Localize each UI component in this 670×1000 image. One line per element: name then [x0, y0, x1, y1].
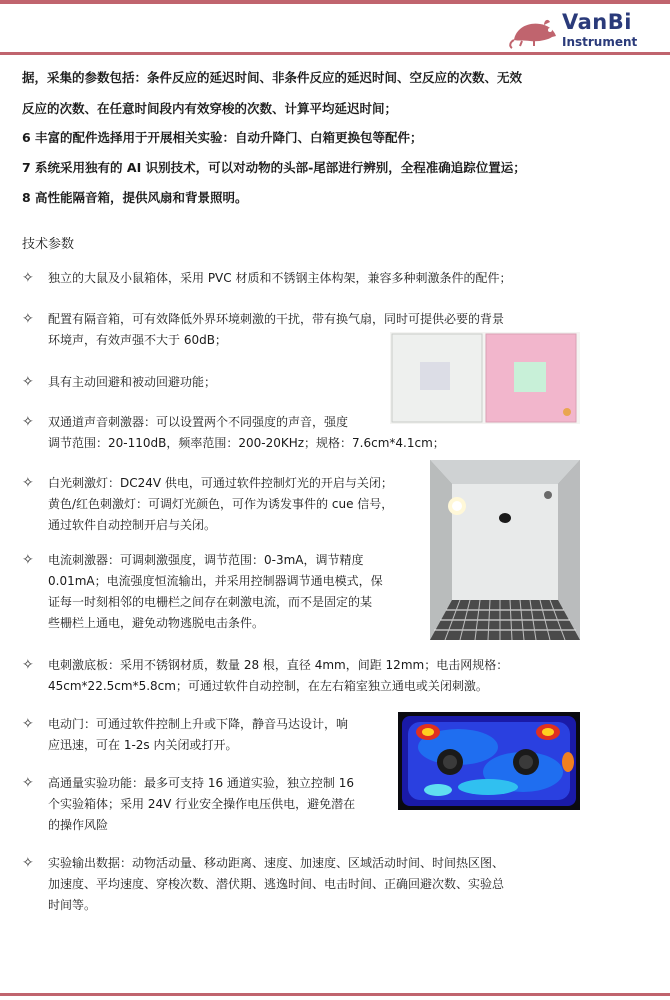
bullet-icon: ✧: [22, 716, 34, 732]
param-item: 双通道声音刺激器：可以设置两个不同强度的声音，强度 调节范围：20-110dB，频率范围：200-20KHz；规格：7.6cm*4.1cm；: [48, 415, 445, 450]
param-item: 独立的大鼠及小鼠箱体，采用 PVC 材质和不锈钢主体构架，兼容多种刺激条件的配件；: [48, 271, 512, 285]
feature-line: 据，采集的参数包括：条件反应的延迟时间、非条件反应的延迟时间、空反应的次数、无效: [22, 70, 523, 85]
heatmap-image: [398, 712, 580, 810]
bullet-icon: ✧: [22, 775, 34, 791]
param-item: 具有主动回避和被动回避功能；: [48, 375, 217, 389]
param-item: 高通量实验功能：最多可支持 16 通道实验，独立控制 16 个实验箱体；采用 24V 行业安全操作电压供电，避免潜在 的操作风险: [48, 776, 356, 832]
param-item: 电动门：可通过软件控制上升或下降，静音马达设计，响 应迅速，可在 1-2s 内关闭或打开。: [48, 717, 349, 752]
vanbi-logo: [508, 6, 656, 50]
feature-line: 8 高性能隔音箱，提供风扇和背景照明。: [22, 190, 248, 205]
brand-name: VanBi: [562, 10, 632, 34]
bullet-icon: ✧: [22, 374, 34, 390]
chamber-walls-photo: [390, 332, 580, 424]
bullet-icon: ✧: [22, 414, 34, 430]
bullet-icon: ✧: [22, 475, 34, 491]
bullet-icon: ✧: [22, 657, 34, 673]
bullet-icon: ✧: [22, 311, 34, 327]
chamber-interior-photo: [430, 460, 580, 640]
feature-line: 反应的次数、在任意时间段内有效穿梭的次数、计算平均延迟时间；: [22, 101, 398, 116]
feature-line: 7 系统采用独有的 AI 识别技术，可以对动物的头部-尾部进行辨别，全程准确追踪位置运；: [22, 160, 526, 175]
bullet-icon: ✧: [22, 855, 34, 871]
section-title: 技术参数: [22, 237, 75, 252]
brand-subtitle: Instrument: [562, 35, 638, 49]
header-divider: [0, 52, 670, 55]
rat-icon: [508, 10, 560, 50]
param-item: 电刺激底板：采用不锈钢材质，数量 28 根，直径 4mm，间距 12mm；电击网规格： 45cm*22.5cm*5.8cm；可通过软件自动控制，在左右箱室独立通电或关闭刺激。: [48, 658, 509, 693]
bullet-icon: ✧: [22, 270, 34, 286]
footer-divider: [0, 993, 670, 996]
top-accent-bar: [0, 0, 670, 4]
param-item: 电流刺激器：可调刺激强度，调节范围：0-3mA，调节精度 0.01mA；电流强度恒流输出，并采用控制器调节通电模式，保 证每一时刻相邻的电栅栏之间存在刺激电流，而不是固定的某 些栅栏上通电，避免动物逃脱电击条件。: [48, 553, 383, 630]
param-item: 配置有隔音箱，可有效降低外界环境刺激的干扰，带有换气扇，同时可提供必要的背景 环境声，有效声强不大于 60dB；: [48, 312, 505, 347]
bullet-icon: ✧: [22, 552, 34, 568]
feature-line: 6 丰富的配件选择用于开展相关实验：自动升降门、白箱更换包等配件；: [22, 130, 423, 145]
param-item: 实验输出数据：动物活动量、移动距离、速度、加速度、区域活动时间、时间热区图、 加速度、平均速度、穿梭次数、潜伏期、逃逸时间、电击时间、正确回避次数、实验总 时间等。: [48, 856, 505, 912]
param-item: 白光刺激灯：DC24V 供电，可通过软件控制灯光的开启与关闭； 黄色/红色刺激灯：可调灯光颜色，可作为诱发事件的 cue 信号， 通过软件自动控制开启与关闭。: [48, 476, 394, 532]
